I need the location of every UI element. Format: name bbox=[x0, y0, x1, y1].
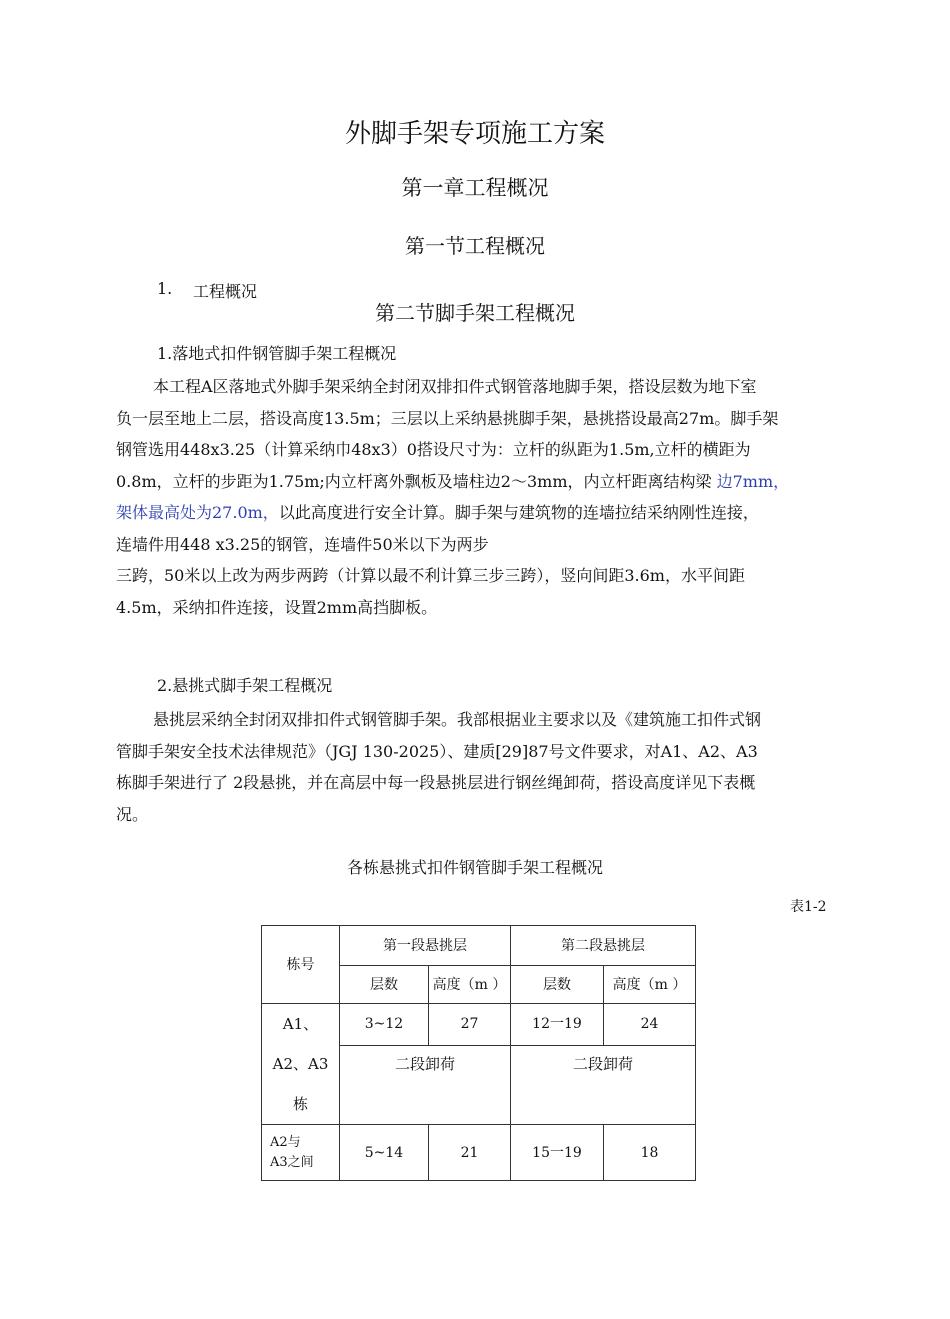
subheading-2: 2.悬挑式脚手架工程概况 bbox=[157, 676, 333, 695]
building-line: A3之间 bbox=[270, 1154, 314, 1170]
chapter-heading: 第一章工程概况 bbox=[401, 176, 549, 200]
header-building: 栋号 bbox=[262, 926, 340, 1004]
header-height: 高度（m ） bbox=[429, 966, 511, 1004]
floors-cell: 5~14 bbox=[340, 1125, 429, 1181]
building-line: A1、 bbox=[282, 1015, 319, 1033]
floors-cell: 3~12 bbox=[340, 1004, 429, 1046]
subheading-1: 1.落地式扣件钢管脚手架工程概况 bbox=[157, 344, 397, 363]
floors-cell: 12一19 bbox=[511, 1004, 604, 1046]
para1-line: 钢管选用448x3.25（计算采纳巾48x3）0搭设尺寸为：立杆的纵距为1.5m,立杆的横距为 bbox=[116, 440, 751, 459]
table-row bbox=[262, 1125, 696, 1181]
para2-line: 况。 bbox=[116, 804, 149, 824]
header-group-2: 第二段悬挑层 bbox=[511, 926, 696, 966]
height-cell: 18 bbox=[604, 1125, 696, 1181]
building-line: 栋 bbox=[292, 1095, 308, 1113]
section-heading-2: 第二节脚手架工程概况 bbox=[375, 301, 575, 325]
document-title: 外脚手架专项施工方案 bbox=[344, 119, 605, 149]
para1-line: 4.5m，采纳扣件连接，设置2mm高挡脚板。 bbox=[116, 597, 438, 617]
building-cell bbox=[262, 1004, 340, 1125]
header-floors: 层数 bbox=[340, 966, 429, 1004]
para1-text: 0.8m，立杆的步距为1.75m;内立杆离外飘板及墙柱边2〜3mm，内立杆距离结构梁 bbox=[116, 471, 717, 491]
para2-line: 管脚手架安全技术法律规范》（JGJ 130-2025）、建质[29]87号文件要求，对A1、A2、A3 bbox=[116, 741, 758, 761]
height-cell: 27 bbox=[429, 1004, 511, 1046]
building-line: A2、A3 bbox=[272, 1055, 329, 1073]
para1-highlight: 边7mm， bbox=[716, 471, 790, 491]
table-caption: 各栋悬挑式扣件钢管脚手架工程概况 bbox=[346, 858, 603, 877]
para2-line: 悬挑层采纳全封闭双排扣件式钢管脚手架。我部根据业主要求以及《建筑施工扣件式钢 bbox=[153, 710, 762, 729]
para1-line: 本工程A区落地式外脚手架采纳全封闭双排扣件式钢管落地脚手架，搭设层数为地下室 bbox=[153, 377, 757, 396]
height-cell: 21 bbox=[429, 1125, 511, 1181]
building-cell bbox=[262, 1125, 340, 1181]
unload-cell: 二段卸荷 bbox=[511, 1045, 696, 1124]
table-row bbox=[262, 1004, 696, 1046]
para1-line: 连墙件用448 x3.25的钢管，连墙件50米以下为两步 bbox=[116, 534, 489, 554]
para1-line: 三跨，50米以上改为两步两跨（计算以最不利计算三步三跨），竖向间距3.6m，水平间距 bbox=[116, 566, 745, 585]
item-number: 1. bbox=[157, 279, 173, 298]
table-number: 表1-2 bbox=[790, 899, 827, 915]
para2-line: 栋脚手架进行了 2段悬挑，并在高层中每一段悬挑层进行钢丝绳卸荷，搭设高度详见下表概 bbox=[116, 773, 756, 792]
paragraph-1 bbox=[116, 371, 840, 623]
header-group-1: 第一段悬挑层 bbox=[340, 926, 511, 966]
building-line: A2与 bbox=[270, 1134, 301, 1150]
para1-text: 以此高度进行安全计算。脚手架与建筑物的连墙拉结采纳刚性连接， bbox=[278, 503, 759, 522]
paragraph-2 bbox=[116, 704, 840, 830]
section-heading-1: 第一节工程概况 bbox=[405, 234, 545, 258]
floors-cell: 15一19 bbox=[511, 1125, 604, 1181]
para1-line bbox=[116, 466, 840, 498]
table-header-row bbox=[262, 926, 696, 966]
para1-line: 负一层至地上二层，搭设高度13.5m；三层以上采纳悬挑脚手架，悬挑搭设最高27m。脚手架 bbox=[116, 408, 779, 428]
para1-highlight: 架体最高处为27.0m， bbox=[116, 503, 279, 522]
height-cell: 24 bbox=[604, 1004, 696, 1046]
unload-cell: 二段卸荷 bbox=[340, 1045, 511, 1124]
para1-line bbox=[116, 497, 840, 529]
header-floors: 层数 bbox=[511, 966, 604, 1004]
header-height: 高度（m ） bbox=[604, 966, 696, 1004]
scaffold-table bbox=[261, 925, 696, 1181]
item-text: 工程概况 bbox=[193, 282, 258, 301]
